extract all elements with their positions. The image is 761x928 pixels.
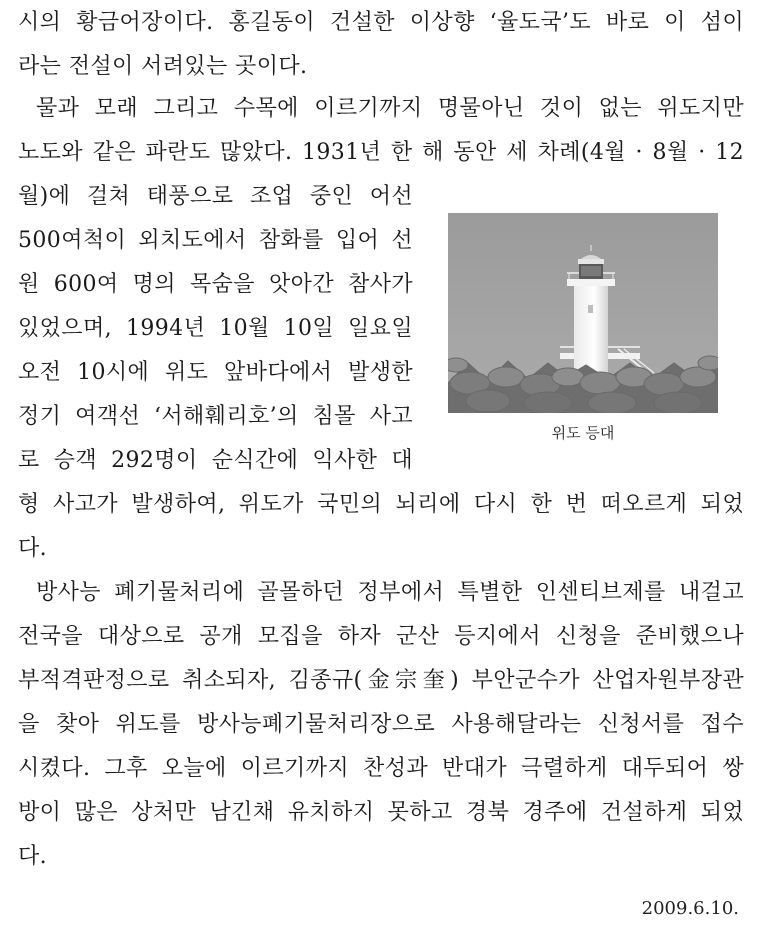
text-line: 라는 전설이 서려있는 곳이다. [18,54,308,79]
text-line: 다. [18,844,48,869]
photo-caption: 위도 등대 [551,424,615,442]
text-line: 형 사고가 발생하여, 위도가 국민의 뇌리에 다시 한 번 떠오르게 되었 [18,492,744,517]
text-line: 로 승객 292명이 순식간에 익사한 대 [18,448,413,473]
text-line: 월)에 걸쳐 태풍으로 조업 중인 어선 [18,184,413,209]
lighthouse-image [448,213,718,413]
text-line: 오전 10시에 위도 앞바다에서 발생한 [18,360,413,385]
text-line: 부적격판정으로 취소되자, 김종규(金宗奎) 부안군수가 산업자원부장관 [18,668,744,693]
text-line: 있었으며, 1994년 10월 10일 일요일 [18,316,413,341]
text-line: 방이 많은 상처만 남긴채 유치하지 못하고 경북 경주에 건설하게 되었 [18,800,744,825]
text-line: 시켰다. 그후 오늘에 이르기까지 찬성과 반대가 극렬하게 대두되어 쌍 [18,756,744,781]
text-line: 전국을 대상으로 공개 모집을 하자 군산 등지에서 신청을 준비했으나 [18,624,744,649]
text-line: 정기 여객선 ‘서해훼리호’의 침몰 사고 [18,404,413,429]
text-line: 다. [18,536,48,561]
text-line: 을 찾아 위도를 방사능폐기물처리장으로 사용해달라는 신청서를 접수 [18,712,744,737]
document-date: 2009.6.10. [641,898,739,919]
text-line: 노도와 같은 파란도 많았다. 1931년 한 해 동안 세 차례(4월 · 8월 · 12 [18,140,744,165]
text-line: 시의 황금어장이다. 홍길동이 건설한 이상향 ‘율도국’도 바로 이 섬이 [18,10,744,35]
lighthouse-photo [448,213,718,413]
text-line: 500여척이 외치도에서 참화를 입어 선 [18,228,413,253]
text-line: 원 600여 명의 목숨을 앗아간 참사가 [18,272,413,297]
text-line: 물과 모래 그리고 수목에 이르기까지 명물아닌 것이 없는 위도지만 [36,96,744,121]
text-line: 방사능 폐기물처리에 골몰하던 정부에서 특별한 인센티브제를 내걸고 [36,580,744,605]
